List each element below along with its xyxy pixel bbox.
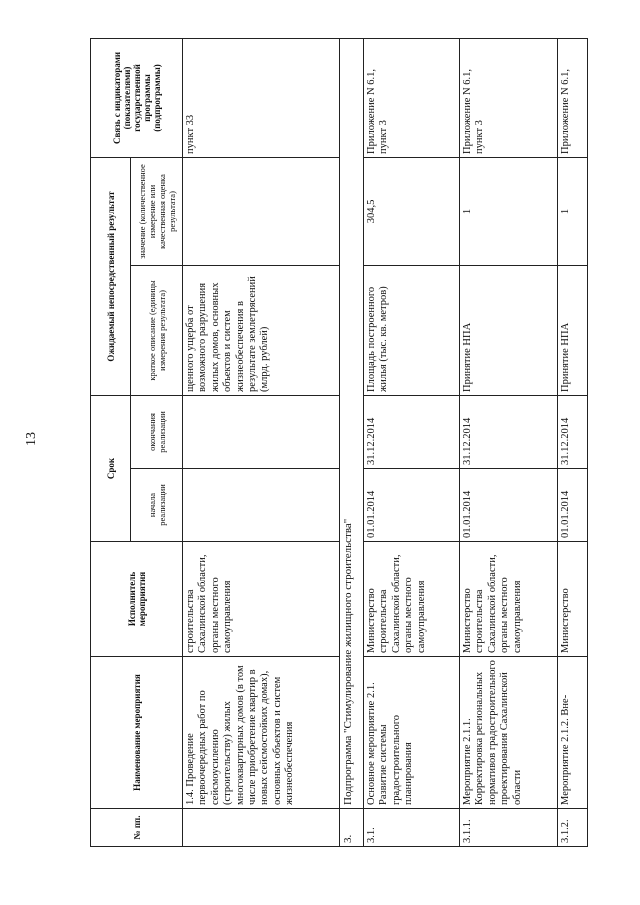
header-term-end: окончания реализации [131, 395, 183, 468]
cell-value: 304,5 [364, 157, 460, 265]
cell-link: Приложение N 6.1, пункт 3 [460, 38, 558, 157]
cell-executor: Министерство строительства Сахалинской области, органы местного самоуправления [460, 542, 558, 657]
header-row [91, 38, 131, 846]
cell-link: Приложение N 6.1, пункт 3 [364, 38, 460, 157]
cell-num: 3.1.1. [460, 809, 558, 847]
cell-name: Мероприятие 2.1.2. Вне- [558, 657, 588, 809]
cell-num [183, 809, 340, 847]
table-row [460, 38, 558, 846]
cell-start [183, 469, 340, 542]
cell-start: 01.01.2014 [364, 469, 460, 542]
cell-end: 31.12.2014 [558, 395, 588, 468]
cell-value [183, 157, 340, 265]
cell-start: 01.01.2014 [558, 469, 588, 542]
header-num: № пп. [91, 809, 183, 847]
cell-desc: Площадь построенного жилья (тыс. кв. метров) [364, 265, 460, 395]
cell-name: Основное мероприятие 2.1. Развитие системы градостроительного планирования [364, 657, 460, 809]
subprogram-num: 3. [340, 809, 364, 847]
header-link: Связь с индикаторами (показателями) государственной программы (подпрограммы) [91, 38, 183, 157]
cell-num: 3.1. [364, 809, 460, 847]
measures-table [90, 38, 588, 847]
header-executor: Исполнитель мероприятия [91, 542, 183, 657]
cell-desc: Принятие НПА [460, 265, 558, 395]
cell-link: пункт 33 [183, 38, 340, 157]
cell-executor: Министерство строительства Сахалинской области, органы местного самоуправления [364, 542, 460, 657]
cell-name: Мероприятие 2.1.1. Корректировка региональных нормативов градостроительного проектирования Сахалинской области [460, 657, 558, 809]
cell-start: 01.01.2014 [460, 469, 558, 542]
cell-link: Приложение N 6.1, [558, 38, 588, 157]
cell-num: 3.1.2. [558, 809, 588, 847]
header-result-value: значение (количественное измерение или качественная оценка результата) [131, 157, 183, 265]
cell-name: 1.4. Проведение первоочередных работ по сейсмоусилению (строительству) жилых многоквартирных домов (в том числе приобретение квартир в новых сейсмостойких домах), основных объектов и систем жизнеобеспечения [183, 657, 340, 809]
cell-executor: Министерство [558, 542, 588, 657]
rotated-table-container [90, 39, 571, 847]
header-result: Ожидаемый непосредственный результат [91, 157, 131, 395]
cell-desc: щенного ущерба от возможного разрушения жилых домов, основных объектов и систем жизнеобеспечения в результате землетрясений (млрд. рублей) [183, 265, 340, 395]
cell-value: 1 [460, 157, 558, 265]
cell-desc: Принятие НПА [558, 265, 588, 395]
cell-executor: строительства Сахалинской области, органы местного самоуправления [183, 542, 340, 657]
table-row [364, 38, 460, 846]
table-row [183, 38, 340, 846]
cell-end: 31.12.2014 [460, 395, 558, 468]
cell-value: 1 [558, 157, 588, 265]
cell-end: 31.12.2014 [364, 395, 460, 468]
header-term-start: начала реализации [131, 469, 183, 542]
subprogram-row [340, 38, 364, 846]
header-name: Наименование мероприятия [91, 657, 183, 809]
table-row [558, 38, 588, 846]
subprogram-title: Подпрограмма "Стимулирование жилищного строительства" [340, 38, 364, 808]
header-term: Срок [91, 395, 131, 541]
page-number: 13 [24, 432, 39, 446]
header-result-desc: краткое описание (единицы измерения результата) [131, 265, 183, 395]
cell-end [183, 395, 340, 468]
